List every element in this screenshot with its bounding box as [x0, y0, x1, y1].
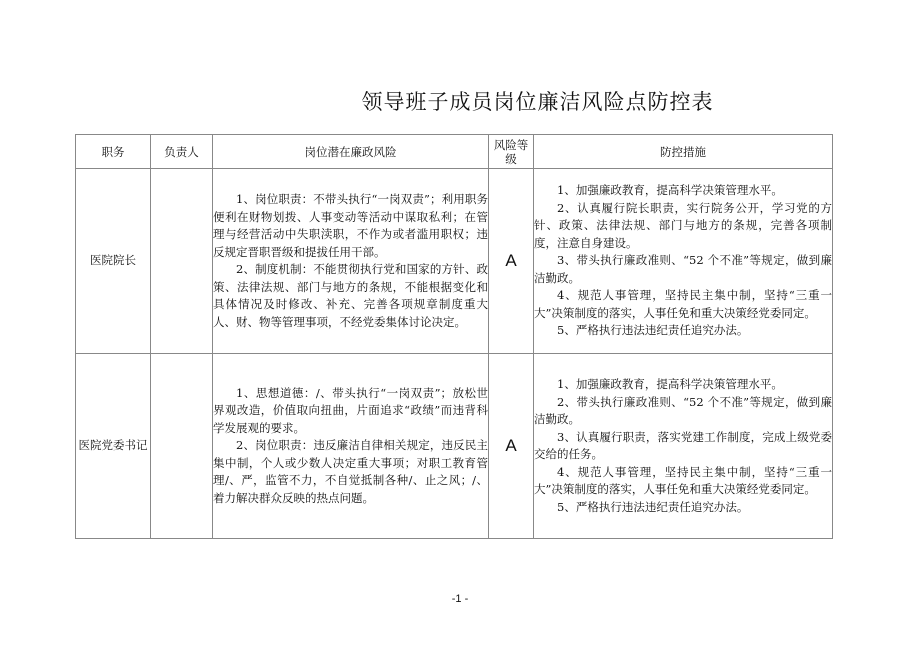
table-row	[76, 354, 833, 539]
measure-item: 4、规范人事管理，坚持民主集中制，坚持“三重一大”决策制度的落实，人事任免和重大决策经党委同定。	[534, 464, 832, 496]
measure-item: 5、严格执行违法违纪责任追究办法。	[557, 499, 749, 514]
table-header-row	[76, 135, 833, 169]
measure-item: 2、认真履行院长职责，实行院务公开，学习党的方针、政策、法律法规、部门与地方的条规，完善各项制度，注意自身建设。	[534, 200, 832, 250]
risk-item: 1、思想道德：/、带头执行“一岗双责”；放松世界观改造，价值取向扭曲，片面追求“政绩”而违背科学发展观的要求。	[213, 385, 488, 435]
page-number: -1 -	[451, 593, 469, 605]
grade-cell: A	[489, 354, 534, 539]
grade-cell: A	[489, 169, 534, 354]
risk-item: 1、岗位职责：不带头执行“一岗双责”；利用职务便利在财物划拨、人事变动等活动中谋取私利；在管理与经营活动中失职渎职，不作为或者滥用职权；违反规定晋职晋级和提拔任用干部。	[213, 192, 488, 259]
header-grade: 风险等级	[489, 135, 534, 169]
header-risks: 岗位潜在廉政风险	[213, 135, 489, 169]
risk-control-table	[75, 134, 833, 539]
header-person: 负责人	[151, 135, 213, 169]
measure-item: 5、严格执行违法违纪责任追究办法。	[557, 323, 749, 338]
header-measures: 防控措施	[534, 135, 833, 169]
person-cell	[151, 354, 213, 539]
measure-item: 3、带头执行廉政准则、“52 个不准”等规定，做到廉洁勤政。	[534, 253, 832, 285]
measure-item: 1、加强廉政教育，提高科学决策管理水平。	[557, 377, 783, 391]
position-cell: 医院党委书记	[76, 354, 151, 539]
risk-item: 2、岗位职责：违反廉洁自律相关规定，违反民主集中制，个人或少数人决定重大事项；对职工教育管理/、严，监管不力，不自觉抵制各种/、止之风；/、着力解决群众反映的热点问题。	[213, 438, 488, 505]
measure-cell	[534, 354, 833, 539]
measure-cell	[534, 169, 833, 354]
risk-cell	[213, 169, 489, 354]
measure-item: 2、带头执行廉政准则、“52 个不准”等规定，做到廉洁勤政。	[534, 394, 832, 426]
risk-cell	[213, 354, 489, 539]
table-row	[76, 169, 833, 354]
header-position: 职务	[76, 135, 151, 169]
position-cell: 医院院长	[76, 169, 151, 354]
measure-item: 1、加强廉政教育，提高科学决策管理水平。	[557, 183, 783, 198]
risk-item: 2、制度机制：不能贯彻执行党和国家的方针、政策、法律法规、部门与地方的条规，不能根据变化和具体情况及时修改、补充、完善各项规章制度重大人、财、物等管理事项，不经党委集体讨论决定。	[213, 262, 488, 329]
measure-item: 4、规范人事管理，坚持民主集中制，坚持“三重一大”决策制度的落实，人事任免和重大决策经党委同定。	[534, 288, 832, 320]
measure-item: 3、认真履行职责，落实党建工作制度，完成上级党委交给的任务。	[534, 429, 832, 461]
person-cell	[151, 169, 213, 354]
document-title: 领导班子成员岗位廉洁风险点防控表	[361, 90, 714, 114]
